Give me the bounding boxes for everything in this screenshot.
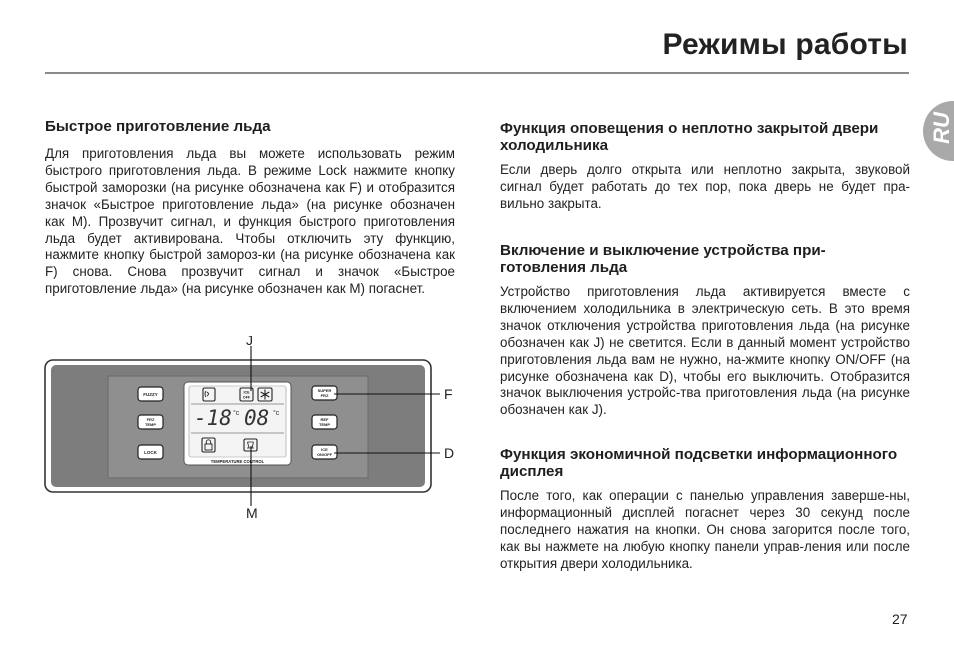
frz-temp-button (138, 415, 163, 429)
freezer-temp-unit: °c (233, 410, 240, 417)
callout-label-f: F (444, 386, 453, 402)
section-heading: Функция оповещения о неплотно закрытой двери холодильника (500, 120, 879, 154)
ice-off-icon-top: ICE (243, 390, 250, 395)
super-frz-label-2: FRZ (320, 393, 329, 398)
page-number: 27 (892, 611, 908, 627)
section-quick-ice (45, 118, 455, 298)
lock-button-label: LOCK (144, 450, 157, 455)
ref-temp-button (312, 415, 337, 429)
section-body: Если дверь долго открыта или неплотно закрыта, звуковой сигнал будет работать до тех пор, пока дверь не будет пра-вильно закрыта. (500, 162, 910, 211)
lock-button (138, 445, 163, 459)
fuzzy-button (138, 387, 163, 401)
language-tab-label: RU (929, 112, 954, 144)
super-frz-label-1: SUPER (317, 388, 332, 393)
ref-temp-label-1: REF (320, 417, 329, 422)
ice-onoff-label-2: ON/OFF (316, 452, 333, 457)
ice-onoff-label-1: ICE (321, 447, 328, 452)
section-body: Устройство приготовления льда активируется вместе с включением холодильника в электрическую сеть. В это время значок отключения устройства приготовления льда (на рисунке обозначен как J) не светится. Если в данный момент устройство приготовления льда вам не нужно, на-жмите кнопку ON/OFF (на рисунке обозначена как D), чтобы его выключить. Отобразится значок выключения устройс-тва приготовления льда (на рисунке обозначен как J). (500, 284, 910, 418)
fridge-temp-unit: °c (273, 410, 280, 417)
section-body: Для приготовления льда вы можете использовать режим быстрого приготовления льда. В режиме Lock нажмите кнопку быстрой заморозки (на рисунке обозначена как F) и отобразится значок «Быстрое приготовление льда» (на рисунке обозначен как M). Прозвучит сигнал, и функция быстрого приготовления льда будет активирована. Чтобы отключить эту функцию, нажмите кнопку быстрой замороз-ки (на рисунке обозначена как F) снова. Снова прозвучит сигнал и значок «Быстрое приготовление льда» (на рисунке обозначен как M) погаснет. (45, 146, 455, 297)
super-frz-button (312, 386, 337, 400)
callout-label-j: J (246, 336, 253, 348)
section-door-alarm (500, 120, 910, 213)
lcd-display (184, 382, 291, 465)
callout-label-d: D (444, 445, 455, 461)
ref-temp-label-2: TEMP (318, 422, 331, 427)
section-heading: Функция экономичной подсветки информационного дисплея (500, 446, 898, 480)
ice-off-icon-bottom: OFF (242, 395, 251, 400)
display-caption: TEMPERATURE CONTROL (210, 459, 265, 464)
fuzzy-button-label: FUZZY (143, 392, 158, 397)
ice-onoff-button (312, 445, 337, 459)
frz-temp-label-1: FRZ (146, 417, 155, 422)
control-panel-figure (44, 336, 464, 520)
section-ice-maker-toggle (500, 242, 910, 419)
fridge-temp: 08 (244, 406, 270, 430)
callout-label-m: M (246, 505, 258, 520)
section-heading: Быстрое приготовление льда (45, 118, 271, 135)
section-heading: Включение и выключение устройства при-готовления льда (500, 242, 826, 276)
frz-temp-label-2: TEMP (144, 422, 157, 427)
page-title: Режимы работы (662, 28, 908, 61)
freezer-temp: -18 (194, 406, 232, 430)
section-display-saving (500, 446, 910, 573)
language-tab (923, 101, 954, 161)
section-body: После того, как операции с панелью управления заверше-ны, информационный дисплей погаснет через 30 секунд после последнего нажатия на кнопки. Он снова загорится после того, как вы нажмете на любую кнопку панели управ-ления или после открытия двери холодильника. (500, 488, 910, 571)
header-divider (45, 72, 909, 74)
